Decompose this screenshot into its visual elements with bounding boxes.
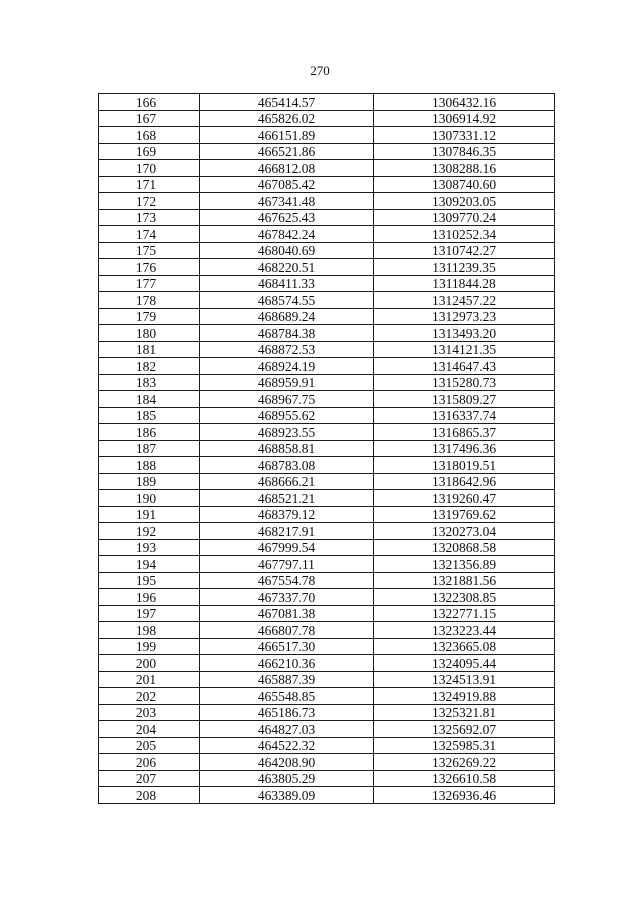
table-row <box>99 671 555 688</box>
y-coordinate-cell: 1326269.22 <box>374 754 555 771</box>
table-row <box>99 556 555 573</box>
x-coordinate-cell: 468574.55 <box>200 292 374 309</box>
point-number-cell: 192 <box>99 523 200 540</box>
y-coordinate-cell: 1314121.35 <box>374 341 555 358</box>
x-coordinate-cell: 468666.21 <box>200 473 374 490</box>
table-row <box>99 655 555 672</box>
x-coordinate-cell: 466210.36 <box>200 655 374 672</box>
y-coordinate-cell: 1324513.91 <box>374 671 555 688</box>
table-row <box>99 440 555 457</box>
y-coordinate-cell: 1309203.05 <box>374 193 555 210</box>
y-coordinate-cell: 1310252.34 <box>374 226 555 243</box>
point-number-cell: 208 <box>99 787 200 804</box>
point-number-cell: 202 <box>99 688 200 705</box>
point-number-cell: 190 <box>99 490 200 507</box>
table-row <box>99 110 555 127</box>
y-coordinate-cell: 1321881.56 <box>374 572 555 589</box>
point-number-cell: 185 <box>99 407 200 424</box>
x-coordinate-cell: 466812.08 <box>200 160 374 177</box>
y-coordinate-cell: 1312973.23 <box>374 308 555 325</box>
y-coordinate-cell: 1315280.73 <box>374 374 555 391</box>
y-coordinate-cell: 1311239.35 <box>374 259 555 276</box>
y-coordinate-cell: 1314647.43 <box>374 358 555 375</box>
point-number-cell: 206 <box>99 754 200 771</box>
table-row <box>99 523 555 540</box>
table-row <box>99 572 555 589</box>
x-coordinate-cell: 464208.90 <box>200 754 374 771</box>
x-coordinate-cell: 468923.55 <box>200 424 374 441</box>
x-coordinate-cell: 467842.24 <box>200 226 374 243</box>
y-coordinate-cell: 1318019.51 <box>374 457 555 474</box>
point-number-cell: 196 <box>99 589 200 606</box>
point-number-cell: 174 <box>99 226 200 243</box>
x-coordinate-cell: 467337.70 <box>200 589 374 606</box>
table-row <box>99 259 555 276</box>
y-coordinate-cell: 1321356.89 <box>374 556 555 573</box>
x-coordinate-cell: 467085.42 <box>200 176 374 193</box>
x-coordinate-cell: 468955.62 <box>200 407 374 424</box>
table-row <box>99 374 555 391</box>
x-coordinate-cell: 468040.69 <box>200 242 374 259</box>
y-coordinate-cell: 1325692.07 <box>374 721 555 738</box>
point-number-cell: 188 <box>99 457 200 474</box>
x-coordinate-cell: 464827.03 <box>200 721 374 738</box>
x-coordinate-cell: 466807.78 <box>200 622 374 639</box>
table-row <box>99 490 555 507</box>
y-coordinate-cell: 1311844.28 <box>374 275 555 292</box>
y-coordinate-cell: 1307331.12 <box>374 127 555 144</box>
x-coordinate-cell: 465826.02 <box>200 110 374 127</box>
point-number-cell: 199 <box>99 638 200 655</box>
x-coordinate-cell: 467999.54 <box>200 539 374 556</box>
y-coordinate-cell: 1326610.58 <box>374 770 555 787</box>
x-coordinate-cell: 465186.73 <box>200 704 374 721</box>
table-row <box>99 275 555 292</box>
y-coordinate-cell: 1316337.74 <box>374 407 555 424</box>
x-coordinate-cell: 468959.91 <box>200 374 374 391</box>
x-coordinate-cell: 468521.21 <box>200 490 374 507</box>
y-coordinate-cell: 1320273.04 <box>374 523 555 540</box>
x-coordinate-cell: 468924.19 <box>200 358 374 375</box>
point-number-cell: 177 <box>99 275 200 292</box>
table-row <box>99 391 555 408</box>
x-coordinate-cell: 464522.32 <box>200 737 374 754</box>
y-coordinate-cell: 1308288.16 <box>374 160 555 177</box>
y-coordinate-cell: 1325985.31 <box>374 737 555 754</box>
x-coordinate-cell: 468784.38 <box>200 325 374 342</box>
y-coordinate-cell: 1309770.24 <box>374 209 555 226</box>
y-coordinate-cell: 1320868.58 <box>374 539 555 556</box>
x-coordinate-cell: 463805.29 <box>200 770 374 787</box>
point-number-cell: 197 <box>99 605 200 622</box>
point-number-cell: 175 <box>99 242 200 259</box>
point-number-cell: 186 <box>99 424 200 441</box>
x-coordinate-cell: 465548.85 <box>200 688 374 705</box>
point-number-cell: 180 <box>99 325 200 342</box>
point-number-cell: 201 <box>99 671 200 688</box>
y-coordinate-cell: 1324095.44 <box>374 655 555 672</box>
y-coordinate-cell: 1312457.22 <box>374 292 555 309</box>
table-row <box>99 473 555 490</box>
table-row <box>99 622 555 639</box>
x-coordinate-cell: 468872.53 <box>200 341 374 358</box>
x-coordinate-cell: 468379.12 <box>200 506 374 523</box>
point-number-cell: 193 <box>99 539 200 556</box>
x-coordinate-cell: 467341.48 <box>200 193 374 210</box>
x-coordinate-cell: 468858.81 <box>200 440 374 457</box>
y-coordinate-cell: 1308740.60 <box>374 176 555 193</box>
point-number-cell: 184 <box>99 391 200 408</box>
point-number-cell: 187 <box>99 440 200 457</box>
table-row <box>99 308 555 325</box>
x-coordinate-cell: 467797.11 <box>200 556 374 573</box>
table-row <box>99 176 555 193</box>
point-number-cell: 203 <box>99 704 200 721</box>
y-coordinate-cell: 1322308.85 <box>374 589 555 606</box>
point-number-cell: 168 <box>99 127 200 144</box>
x-coordinate-cell: 465887.39 <box>200 671 374 688</box>
x-coordinate-cell: 466151.89 <box>200 127 374 144</box>
y-coordinate-cell: 1319260.47 <box>374 490 555 507</box>
y-coordinate-cell: 1316865.37 <box>374 424 555 441</box>
y-coordinate-cell: 1306914.92 <box>374 110 555 127</box>
x-coordinate-cell: 466517.30 <box>200 638 374 655</box>
x-coordinate-cell: 463389.09 <box>200 787 374 804</box>
y-coordinate-cell: 1313493.20 <box>374 325 555 342</box>
x-coordinate-cell: 468783.08 <box>200 457 374 474</box>
point-number-cell: 189 <box>99 473 200 490</box>
y-coordinate-cell: 1315809.27 <box>374 391 555 408</box>
y-coordinate-cell: 1307846.35 <box>374 143 555 160</box>
y-coordinate-cell: 1306432.16 <box>374 94 555 111</box>
x-coordinate-cell: 468217.91 <box>200 523 374 540</box>
y-coordinate-cell: 1317496.36 <box>374 440 555 457</box>
table-row <box>99 704 555 721</box>
point-number-cell: 169 <box>99 143 200 160</box>
table-body <box>99 94 555 804</box>
x-coordinate-cell: 468689.24 <box>200 308 374 325</box>
point-number-cell: 207 <box>99 770 200 787</box>
x-coordinate-cell: 468967.75 <box>200 391 374 408</box>
table-row <box>99 638 555 655</box>
point-number-cell: 173 <box>99 209 200 226</box>
table-row <box>99 754 555 771</box>
table-row <box>99 209 555 226</box>
x-coordinate-cell: 468411.33 <box>200 275 374 292</box>
table-row <box>99 589 555 606</box>
table-row <box>99 143 555 160</box>
table-row <box>99 160 555 177</box>
point-number-cell: 170 <box>99 160 200 177</box>
table-row <box>99 358 555 375</box>
table-row <box>99 94 555 111</box>
x-coordinate-cell: 467081.38 <box>200 605 374 622</box>
point-number-cell: 195 <box>99 572 200 589</box>
page-number: 270 <box>310 63 330 78</box>
point-number-cell: 194 <box>99 556 200 573</box>
y-coordinate-cell: 1322771.15 <box>374 605 555 622</box>
table-row <box>99 341 555 358</box>
table-row <box>99 721 555 738</box>
point-number-cell: 166 <box>99 94 200 111</box>
x-coordinate-cell: 467554.78 <box>200 572 374 589</box>
table-row <box>99 770 555 787</box>
point-number-cell: 204 <box>99 721 200 738</box>
table-row <box>99 457 555 474</box>
table-row <box>99 424 555 441</box>
point-number-cell: 198 <box>99 622 200 639</box>
table-row <box>99 688 555 705</box>
point-number-cell: 205 <box>99 737 200 754</box>
table-row <box>99 737 555 754</box>
table-row <box>99 127 555 144</box>
y-coordinate-cell: 1324919.88 <box>374 688 555 705</box>
coordinates-table <box>98 93 555 804</box>
table-row <box>99 787 555 804</box>
table-row <box>99 605 555 622</box>
point-number-cell: 200 <box>99 655 200 672</box>
point-number-cell: 183 <box>99 374 200 391</box>
point-number-cell: 178 <box>99 292 200 309</box>
point-number-cell: 182 <box>99 358 200 375</box>
point-number-cell: 171 <box>99 176 200 193</box>
x-coordinate-cell: 468220.51 <box>200 259 374 276</box>
y-coordinate-cell: 1319769.62 <box>374 506 555 523</box>
y-coordinate-cell: 1326936.46 <box>374 787 555 804</box>
x-coordinate-cell: 465414.57 <box>200 94 374 111</box>
table-row <box>99 193 555 210</box>
x-coordinate-cell: 466521.86 <box>200 143 374 160</box>
y-coordinate-cell: 1310742.27 <box>374 242 555 259</box>
table-row <box>99 226 555 243</box>
y-coordinate-cell: 1325321.81 <box>374 704 555 721</box>
x-coordinate-cell: 467625.43 <box>200 209 374 226</box>
table-row <box>99 292 555 309</box>
point-number-cell: 179 <box>99 308 200 325</box>
point-number-cell: 176 <box>99 259 200 276</box>
table-row <box>99 325 555 342</box>
table-row <box>99 242 555 259</box>
y-coordinate-cell: 1318642.96 <box>374 473 555 490</box>
y-coordinate-cell: 1323665.08 <box>374 638 555 655</box>
table-row <box>99 407 555 424</box>
table-row <box>99 506 555 523</box>
y-coordinate-cell: 1323223.44 <box>374 622 555 639</box>
point-number-cell: 172 <box>99 193 200 210</box>
point-number-cell: 181 <box>99 341 200 358</box>
point-number-cell: 167 <box>99 110 200 127</box>
table-row <box>99 539 555 556</box>
point-number-cell: 191 <box>99 506 200 523</box>
